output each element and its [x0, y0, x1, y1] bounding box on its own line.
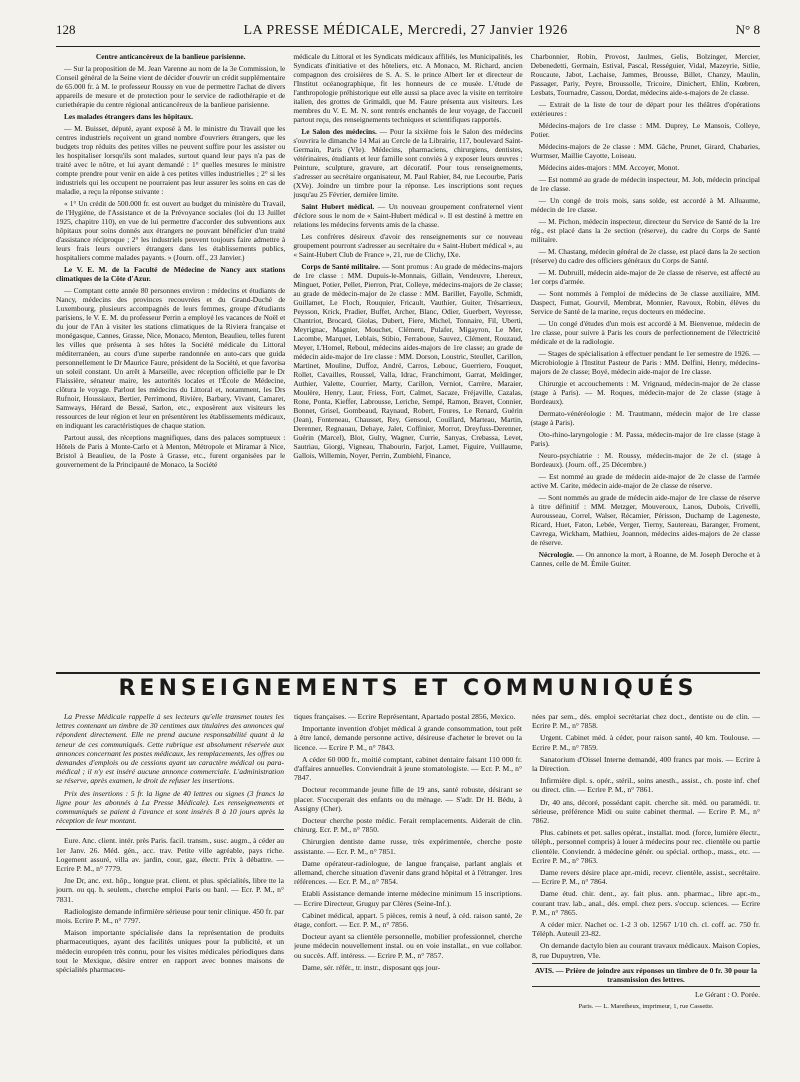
news-paragraph: — M. Buisset, député, ayant exposé à M. le ministre du Travail que les centres industriels reçoivent un grand nombre d'ouvriers étrangers, que les budgets trop réduits des petites villes ne peuvent suffire pour les assister ou les hospitaliser lorsqu'ils sont malades, surtout quand leur pays n'a pas de traité avec le nôtre, et lui ayant demandé : 1° quelles mesures le ministre compte prendre pour venir en aide à ces petites villes industrielles ; 2° si les industriels qui les occupent ne pourraient pas leur assurer les soins en cas de maladie, a reçu la réponse suivante :	[56, 124, 286, 196]
classified-ad: Le Gérant : O. Porée.	[695, 990, 760, 1000]
classified-ad: Dame étud. chir. dent., ay. fait plus. ann. pharmac., libre apr.-m., courant trav. lab., anal., dés. empl. chez pers. s'occup. sciences. — Ecrire P. M., n° 7865.	[532, 889, 760, 917]
classified-ad: Importante invention d'objet médical à grande consommation, tout prêt à être lancé, demande personne active, désireuse d'acheter le brevet ou la licence. — Ecrire P. M., n° 7843.	[294, 724, 522, 752]
news-paragraph: Charbonnier, Robin, Provost, Jaulmes, Gelis, Bolzinger, Mercier, Debenedetti, Germain, Estival, Pascal, Rességuier, Vidal, Mazeyrie, Sitlie, Roucaute, Jabot, Lachaise, Jammes, Brousse, Billet, Chanzy, Maulin, Passager, Pariy, Peyre, Broussolle, Tricoire, Dinichert, Ehlin, Kœbren, Lesbats, Tournadre, Cassou, Dordat, médecins aide-s-majors de 2e classe.	[530, 52, 760, 97]
classified-ad: Urgent. Cabinet méd. à céder, pour raison santé, 40 km. Toulouse. — Ecrire P. M., n° 7859.	[532, 733, 760, 752]
paragraph-heading: Le Salon des médecins.	[301, 127, 377, 136]
news-paragraph	[293, 127, 522, 199]
classified-ad: On demande dactylo bien au courant travaux médicaux. Maison Copies, 8, rue Dupuytren, VIe.	[532, 941, 760, 960]
news-paragraph	[531, 550, 760, 568]
classified-ad: Docteur ayant sa clientèle personnelle, mobilier professionnel, cherche jeune médecin nouvellement instal. ou en voie installat., en vue collabor. ou succès. Aff. intéress. — Ecrire P. M., n° 7857.	[294, 932, 522, 960]
section-title: RENSEIGNEMENTS ET COMMUNIQUÉS	[118, 676, 698, 701]
page-header	[56, 22, 760, 42]
news-column-3	[531, 52, 760, 672]
classified-ad: Paris. — L. Maretheux, imprimeur, 1, rue Cassette.	[578, 1003, 714, 1011]
classified-ad: Dr, 40 ans, décoré, possédant capit. cherche sit. méd. ou paramédi. tr. sérieuse, préférence Midi ou suite cabinet thermal. — Ecrire P. M., n° 7862.	[532, 797, 760, 826]
classified-ad: Dame revers désire place apr.-midi, recevr. clientèle, assist., secrétaire. — Ecrire P. M., n° 7864.	[532, 868, 760, 887]
news-paragraph: — Extrait de la liste de tour de départ pour les théâtres d'opérations extérieures :	[530, 100, 760, 118]
news-paragraph: — Sur la proposition de M. Jean Varenne au nom de la 3e Commission, le Conseil général de la Seine vient de décider d'ouvrir un crédit supplémentaire de 65.000 fr. à M. le professeur Roussy en vue de permettre l'achat de divers appareils de mesure et de protection pour le service de radiothérapie et de curiethérapie du centre régional anticancéreux de la banlieue parisienne.	[56, 64, 286, 109]
classified-ad: tiques françaises. — Ecrire Représentant, Apartado postal 2856, Mexico.	[294, 712, 516, 721]
news-paragraph: — Sont nommés au grade de médecin aide-major de 1re classe de réserve à titre définitif : MM. Metzger, Mouveroux, Lanos, Dubois, Crivelli, Aurousseau, Correl, Walser, Récamier, Périsson, Duchamp de Lageneste, Ricard, Huet, Faton, Lebée, Verger, Tierny, Sautereau, Baranger, Froment, Cavrega, Wickham, Mathieu, Joannon, médecins aides-majors de 2e classe de réserve.	[530, 493, 760, 547]
classifieds-column-2	[294, 712, 522, 1067]
paragraph-body: — Sont promus : Au grade de médecins-majors de 1re classe : MM. Dupuis-le-Monnais, Gillain, Vendeuvre, Lhereux, Minguet, Potier, Pellet, Pierron, Prat, Colleye, médecins-majors de 2e classe; au grade de médecin-major de 2e classe : MM. Barillet, Fayolle, Schmidt, Guillamet, Le Floch, Rouquier, Fricault, Vauthier, Guiter, Trésarrieux, Peysson, Krick, Pradier, Buffet, Archer, Blanc, Odier, Guerbert, Veyresse, Chantriot, Brocard, Giolas, Dubert, Fiere, Michel, Tonnaire, Fil, Uberti, Meyrignac, Magnier, Mouchet, Clément, Pulafer, Migayron, Le Mer, Lacombe, Marquet, Leblais, Stibio, Ferraboue, Sauvez, Clément, Rouzaud, Meyer, L'Homel, Reboul, médecins aides-majors de 1re classe; au grade de médecin aide-major de 1re classe : MM. Dorson, Loustric, Steullet, Carillon, Martinet, Mouline, Duffoz, André, Carros, Lebouc, Guerriero, Fouquet, Rollet, Cavailles, Roussel, Valla, Idrac, Franchimont, Garrat, Meldinger, Authier, Valette, Courrier, Marty, Carillon, Verniot, Carrère, Maraier, Moulère, Henry, Laur, Friess, Fort, Calmet, Sacaze, Fréjaville, Cazalas, Rone, Ponta, Kieffer, Labrousse, Leriche, Sempé, Ramon, Bravet, Connier, Bonnet, Grisel, Gombeaud, Raynaud, Robert, Foures, Le Renard, Guérin (Jean), Fonteneau, Chausset, Rey, Gensoul, Couillard, Marteau, Martin, Derenner, Regnauau, Dehaye, Jalet, Coffinier, Morrot, Dreyfuss-Derenner, Guérin (Marcel), Blot, Gulty, Wagner, Currie, Sanyas, Crebassa, Levet, Sautriau, Giorgi, Vigneau, Thabourin, Farjot, Lamet, Figuire, Vuillaume, Gallois, Willemin, Noyer, Perrin, Zumbiehl, Finance,	[293, 262, 523, 460]
news-paragraph: — Comptant cette année 80 personnes environ : médecins et étudiants de Nancy, médecins des provinces recouvrées et du Grand-Duché de Luxembourg, plusieurs accompagnés de leurs femmes, groupe d'étudiants parisiens, le V. E. M. du professeur Perrin a employé les vacances de Noël et du jour de l'An à visiter les stations climatiques de la Riviera française et monégasque, Cannes, Grasse, Nice, Monaco, Menton, Beaulieu, telles furent les villes que présenta à ses hôtes la Société médicale du Littoral méditerranéen, au cours d'une superbe randonnée en auto-cars que guida personnellement le Dr Maurice Faure, président de la Société, et que favorisa un soleil constant. Un arrêt à Marseille, avec réception officielle par le Dr Flaissière, sénateur maire, les autorités locales et l'École de Médecine, clôtura le voyage. Parlout les médecins du Littoral et, notamment, les Drs Rufnoir, Houssiaux, Bertier, Perrimond, Rivière, Barbary, Vivant, Camaret, Samways, Hérard de Bessé, Sarlon, etc., exposèrent aux visiteurs les ressources de leur région et leur en présentèrent les établissements médicaux, en indiquant les caractéristiques de chaque station.	[56, 286, 286, 430]
classified-ad: Etabli Assistance demande interne médecine minimum 15 inscriptions. — Ecrire Directeur, Gruguy par Clères (Seine-Inf.).	[294, 889, 522, 908]
news-paragraph: Médecins aides-majors : MM. Accoyer, Monot.	[538, 163, 680, 172]
classified-ad: Dame opérateur-radiologue, de langue française, parlant anglais et allemand, cherche situation d'avenir dans grand hôpital et à l'étranger. 1res références. — Ecr. P. M., n° 7854.	[294, 858, 522, 887]
page-number: 128	[56, 22, 76, 37]
classified-ad: Maison importante spécialisée dans la représentation de produits pharmaceutiques, ayant des facilités uniques pour la publicité, et un médecin européen très connu, pour les visites médicales périodiques dans tout le Mexique, désire entrer en rapport avec bonnes maisons de spécialités pharmaceu-	[56, 928, 284, 975]
paragraph-heading: Corps de Santé militaire.	[301, 262, 381, 271]
news-paragraph: — Sont nommés à l'emploi de médecins de 3e classe auxiliaire, MM. Daspect, Fumat, Gourvil, Membrat, Monnier, Ravoux, Robin, élèves du Service de Santé de la marine, reçus docteurs en médecine.	[530, 289, 760, 316]
news-columns	[56, 52, 760, 672]
news-paragraph: Le V. E. M. de la Faculté de Médecine de Nancy aux stations climatiques de la Côte d'Azur.	[56, 265, 286, 283]
classified-ad: A céder micr. Nachet oc. 1-2 3 ob. 12567 1/10 ch. cl. coff. ac. 750 fr. Téléph. Auteuil 23-82.	[532, 920, 760, 939]
news-paragraph: — Un congé de trois mois, sans solde, est accordé à M. Alluaume, médecin de 1re classe.	[530, 196, 760, 214]
news-paragraph: — Est nommé au grade de médecin inspecteur, M. Job, médecin principal de 1re classe.	[530, 175, 760, 193]
classified-ad: Sanatorium d'Oissel Interne demandé, 400 francs par mois. — Ecrire à la Direction.	[532, 754, 760, 774]
news-paragraph: Médecins-majors de 2e classe : MM. Gâche, Prunet, Girard, Chabaries, Wurmser, Maillie Cayotte, Loiseau.	[530, 142, 760, 160]
classified-ad: Jne Dr, anc. ext. hôp., longue prat. client. et plus. spécialités, libre tte la journ. ou qq. h. seulem., cherche emploi Paris ou banl. — Ecr. P. M., n° 7831.	[56, 876, 284, 904]
news-paragraph: — M. Chastang, médecin général de 2e classe, est placé dans la 2e section (réserve) du cadre des officiers généraux du Corps de Santé.	[530, 247, 760, 265]
paragraph-body: — On annonce la mort, à Roanne, de M. Joseph Deroche et à Cannes, celle de M. Émile Guiter.	[530, 550, 760, 568]
classified-ad: Radiologiste demande infirmière sérieuse pour tenir clinique. 450 fr. par mois. Ecrire P. M., n° 7797.	[56, 906, 284, 926]
classifieds-column-3	[532, 712, 760, 1067]
news-paragraph: Les malades étrangers dans les hôpitaux.	[64, 112, 193, 121]
news-paragraph	[293, 202, 522, 229]
news-paragraph: Oto-rhino-laryngologie : M. Passa, médecin-major de 1re classe (stage à Paris).	[530, 430, 760, 448]
news-paragraph: Les confrères désireux d'avoir des renseignements sur ce nouveau groupement pourront s'adresser au secrétaire du « Saint-Hubert médical », au « Saint-Hubert Club de France », 21, rue de Clichy, IXe.	[293, 232, 523, 259]
paragraph-body: — Un nouveau groupement confraternel vient d'éclore sous le nom de « Saint-Hubert médical ». Il est destiné à mettre en relations les médecins fervents amis de la chasse.	[293, 202, 523, 229]
classified-ad: Docteur cherche poste médic. Ferait remplacements. Aiderait de clin. chirurg. Ecr. P. M., n° 7850.	[294, 816, 522, 835]
classified-ad: La Presse Médicale rappelle à ses lecteurs qu'elle transmet toutes les lettres contenant un timbre de 30 centimes aux titulaires des annonces qui répondent directement. Elle ne prend aucune responsabilité quant à la teneur de ces communiqués. Cette rubrique est absolument réservée aux annonces concernant les postes médicaux, les remplacements, les offres ou demandes d'emplois ou de cessions ayant un caractère médical ou para-médical ; il n'y est inséré aucune annonce commerciale. L'administration se réserve, après examen, le droit de refuser les insertions.	[56, 712, 284, 786]
news-column-2	[293, 52, 522, 672]
paragraph-body: — Pour la sixième fois le Salon des médecins s'ouvrira le dimanche 14 Mai au Cercle de la Librairie, 117, boulevard Saint-Germain, Paris (VIe). Médecins, pharmaciens, chirurgiens, dentistes, vétérinaires, étudiants et leur famille sont conviés à y exposer leurs œuvres : Peinture, sculpture, gravure, art décoratif. Pour tous renseignements, s'adresser au secrétaire organisateur, M. Paul Rabier, 84, rue Lecourbe, Paris (XVe). Joindre un timbre pour la réponse. Les inscriptions sont reçues jusqu'au 25 Février, dernière limite.	[293, 127, 523, 199]
classified-ad: Plus. cabinets et pet. salles opérat., installat. mod. (force, lumière électr., téléph., personnel compris) à louer à médecins pour rec. clientèle ou partie clientèle. Conviendr. à médecine génér. ou spécial. orthop., mass., etc. — Ecrire P. M., n° 7863.	[532, 828, 760, 865]
news-paragraph: « 1° Un crédit de 500.000 fr. est ouvert au budget du ministère du Travail, de l'Hygiène, de l'Assistance et de la Prévoyance sociales (loi du 13 Juillet 1925, chapitre 110), en vue de lui permettre d'accorder des subventions aux hôpitaux pour soins donnés aux étrangers ne pouvant bénéficier d'un traité d'assistance réciproque ; 2° les industriels peuvent toujours faire admettre à leurs frais leurs ouvriers étrangers dans les établissements publics, hospitaliers comme malades payants. » (Journ. off., 23 Janvier.)	[56, 199, 286, 262]
paragraph-heading: Saint Hubert médical.	[301, 202, 375, 211]
header-rule	[56, 46, 760, 47]
news-paragraph: Partout aussi, des réceptions magnifiques, dans des palaces somptueux : Hôtels de Paris à Monte-Carlo et à Menton, Métropole et Miramar à Nice, Bristol à Beaulieu, de la Poste à Grasse, etc., furent organisées par le gouvernement de la Principauté de Monaco, la Société	[56, 433, 286, 469]
classifieds-column-1	[56, 712, 284, 1067]
news-column-1	[56, 52, 285, 672]
classified-ad: Dame, sér. référ., tr. instr., disposant qqs jour-	[302, 962, 441, 972]
classified-ad: Infirmière dipl. s. opér., stéril., soins anesth., assist., ch. poste inf. chef ou direct. clin. — Ecrire P. M., n° 7861.	[532, 776, 760, 795]
news-paragraph: médicale du Littoral et les Syndicats médicaux affiliés, les Municipalités, les Syndicats d'initiative et des hôteliers, etc. A Monaco, M. Richard, ancien compagnon des croisières de S. A. S. le prince Albert Ier et directeur de l'Institut océanographique, fit les honneurs de ce musée. L'étude de l'anthropologie préhistorique eut elle aussi sa place avec la visite en territoire italien, des grottes de Grimaldi, que M. Faure présenta aux visiteurs. Les membres du V. E. M. N. sont rentrés enchantés de leur voyage, de l'accueil partout reçu, des renseignements techniques et scientifiques rapportés.	[293, 52, 523, 124]
classifieds-columns	[56, 712, 760, 1067]
classified-ad	[56, 829, 284, 830]
journal-title: LA PRESSE MÉDICALE, Mercredi, 27 Janvier 1926	[243, 23, 568, 38]
news-paragraph: — M. Pichon, médecin inspecteur, directeur du Service de Santé de la 1re rég., est placé dans la 2e section (réserve), du cadre du Corps de Santé militaire.	[530, 217, 760, 244]
paragraph-heading: Nécrologie.	[538, 550, 575, 559]
news-paragraph	[293, 262, 522, 460]
classified-ad: Cabinet médical, appart. 5 pièces, remis à neuf, à céd. raison santé, 2e étage, confort. — Ecr. P. M., n° 7856.	[294, 910, 522, 930]
news-paragraph: Chirurgie et accouchements : M. Vrignaud, médecin-major de 2e classe (stage à Paris). — M. Roques, médecin-major de 2e classe (stage à Bordeaux).	[530, 379, 760, 406]
classified-ad: AVIS. — Prière de joindre aux réponses un timbre de 0 fr. 30 pour la transmission des lettres.	[532, 963, 760, 987]
classified-ad: Docteur recommande jeune fille de 19 ans, santé robuste, désirant se placer. S'occuperait des enfants ou du ménage. — S'adr. Dr H. Bédu, à Assigny (Cher).	[294, 785, 522, 813]
news-paragraph: Neuro-psychiatrie : M. Roussy, médecin-major de 2e cl. (stage à Bordeaux). (Journ. off., 25 Décembre.)	[530, 451, 760, 469]
classified-ad: nées par sem., dés. emploi secrétariat chez doct., dentiste ou de clin. — Ecrire P. M., n° 7858.	[532, 712, 760, 731]
classified-ad: A céder 60 000 fr., moitié comptant, cabinet dentaire faisant 110 000 fr. d'affaires annuelles. Conviendrait à jeune stomatologiste. — Ecr. P. M., n° 7847.	[294, 754, 522, 783]
news-paragraph: — Stages de spécialisation à effectuer pendant le 1er semestre de 1926. — Microbiologie à l'Institut Pasteur de Paris : MM. Delfini, Henry, médecins-majors de 2e classe; Boyé, médecin aide-major de 1re classe.	[530, 349, 760, 376]
classified-ad: Eure. Anc. client. intér. près Paris. facil. transm., susc. augm., à céder au 1er Janv. 26. Méd. gén., acc. trav. Petite ville agréable, pays riche. Logement assuré, villa av. jardin, cour, gaz, électr. Prix à débattre. — Ecrire P. M., n° 7779.	[56, 836, 284, 874]
news-paragraph: — Un congé d'études d'un mois est accordé à M. Bienvenue, médecin de 1re classe, pour suivre à Paris les cours de perfectionnement de l'électricité médicale et de la radiologie.	[530, 319, 760, 346]
news-paragraph: Dermato-vénéréologie : M. Trautmann, médecin major de 1re classe (stage à Paris).	[530, 409, 760, 427]
section-rule	[56, 672, 760, 674]
news-paragraph: — Est nommé au grade de médecin aide-major de 2e classe de l'armée active M. Carite, médecin aide-major de 2e classe de réserve.	[530, 472, 760, 490]
classified-ad: Chirurgien dentiste dame russe, très expérimentée, cherche poste assistante. — Ecr. P. M., n° 7851.	[294, 837, 522, 856]
news-paragraph: Centre anticancéreux de la banlieue parisienne.	[95, 52, 246, 61]
news-paragraph: Médecins-majors de 1re classe : MM. Duprey, Le Mansois, Colleye, Potier.	[530, 121, 760, 139]
classified-ad: Prix des insertions : 5 fr. la ligne de 40 lettres ou signes (3 francs la ligne pour les abonnés à La Presse Médicale). Les renseignements et communiqués se paient à l'avance et sont insérés 8 à 10 jours après la réception de leur montant.	[56, 788, 284, 826]
news-paragraph: — M. Dubruill, médecin aide-major de 2e classe de réserve, est affecté au 1er corps d'armée.	[530, 268, 760, 286]
issue-number: N° 8	[735, 22, 760, 37]
